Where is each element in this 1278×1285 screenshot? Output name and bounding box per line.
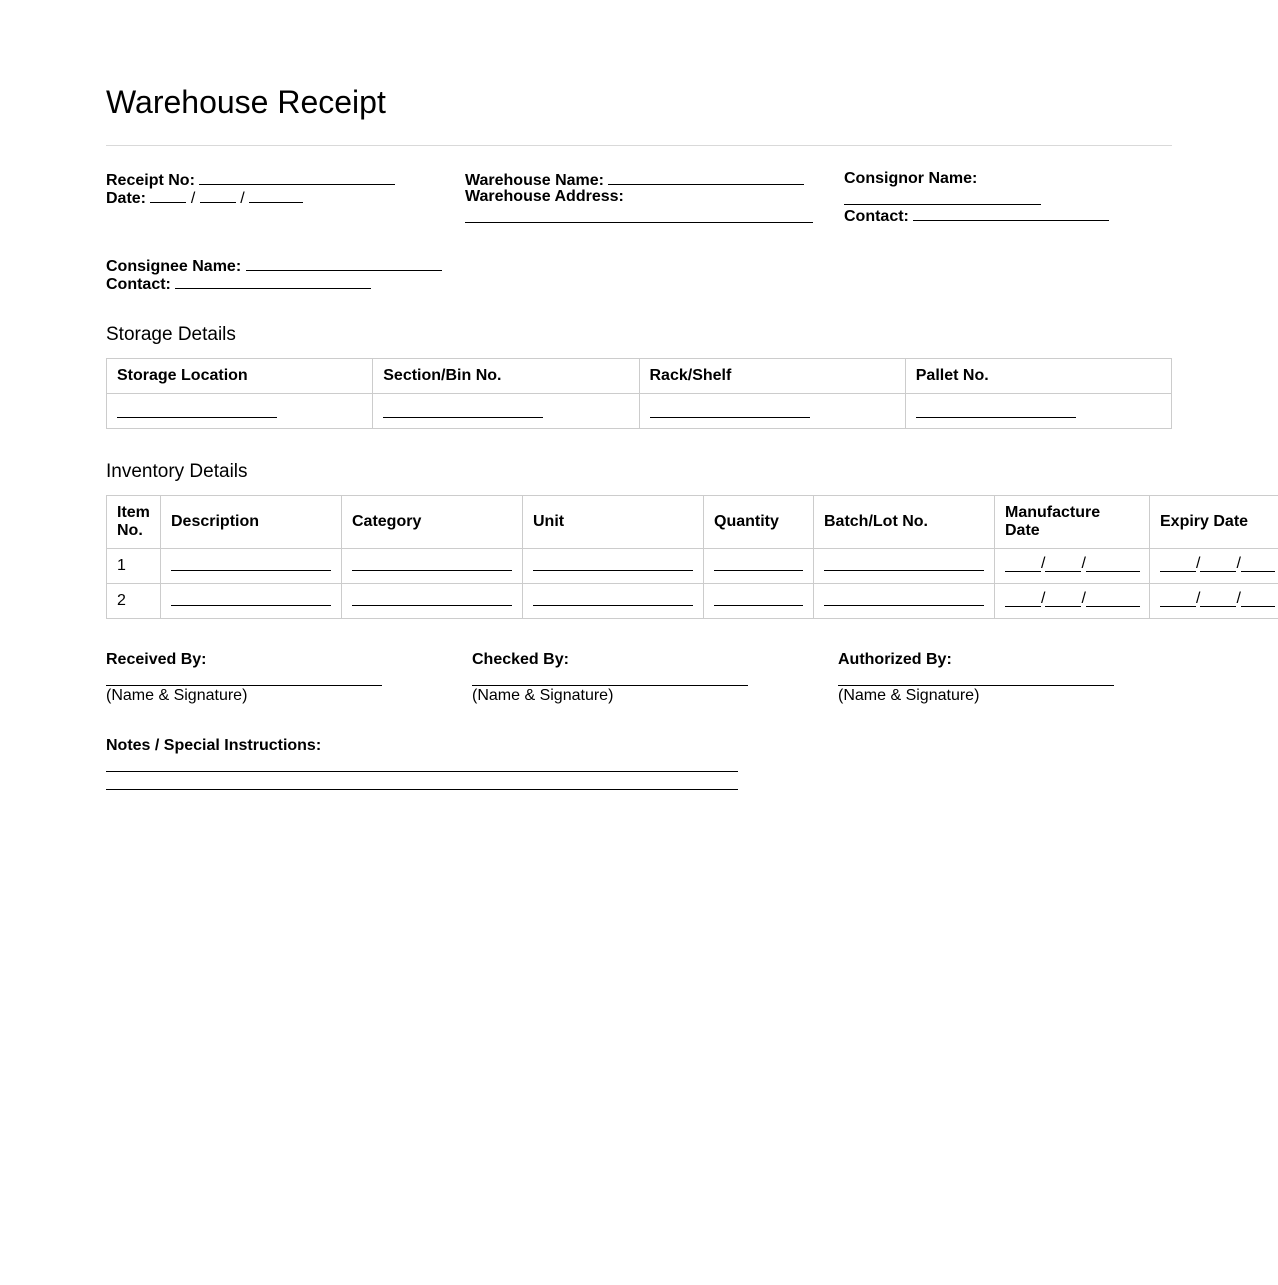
quantity-input[interactable] — [714, 570, 803, 571]
checked-by-label: Checked By: — [472, 651, 569, 668]
manufacture-date-cell — [995, 549, 1150, 584]
date-field — [106, 188, 303, 208]
storage-location-input[interactable] — [117, 417, 277, 418]
storage-details-table — [106, 358, 1172, 429]
consignor-contact-field — [844, 206, 1109, 226]
consignee-contact-field — [106, 274, 371, 294]
category-input[interactable] — [352, 570, 512, 571]
unit-header: Unit — [523, 496, 704, 549]
storage-location-cell — [107, 394, 373, 429]
quantity-cell — [704, 584, 814, 619]
date-segment[interactable] — [1160, 592, 1196, 607]
inventory-details-table — [106, 495, 1278, 619]
date-segment[interactable] — [1086, 592, 1140, 607]
item-no-cell: 1 — [107, 549, 161, 584]
consignee-contact-input[interactable] — [175, 274, 371, 289]
section-bin-header: Section/Bin No. — [373, 359, 639, 394]
consignor-name-label: Consignor Name: — [844, 170, 978, 187]
unit-input[interactable] — [533, 570, 693, 571]
date-separator: / — [1236, 589, 1241, 607]
pallet-no-cell — [905, 394, 1171, 429]
date-separator: / — [1196, 554, 1201, 572]
date-segment[interactable] — [1160, 557, 1196, 572]
authorized-by-label: Authorized By: — [838, 651, 952, 668]
batch-lot-input[interactable] — [824, 605, 984, 606]
storage-input-row — [107, 394, 1172, 429]
batch-lot-input[interactable] — [824, 570, 984, 571]
title-divider — [106, 145, 1172, 146]
date-year-input[interactable] — [249, 188, 303, 203]
consignor-name-field — [844, 170, 977, 188]
date-separator: / — [240, 190, 245, 207]
notes-label: Notes / Special Instructions: — [106, 737, 322, 754]
description-header: Description — [161, 496, 342, 549]
date-separator: / — [1236, 554, 1241, 572]
inventory-header-row — [107, 496, 1278, 549]
section-bin-input[interactable] — [383, 417, 543, 418]
checked-by-note: (Name & Signature) — [472, 687, 614, 704]
notes-line-1[interactable] — [106, 771, 738, 772]
date-segment[interactable] — [1241, 557, 1275, 572]
manufacture-date-input[interactable] — [1005, 591, 1140, 607]
checked-by-signature-line[interactable] — [472, 685, 748, 686]
category-header: Category — [342, 496, 523, 549]
authorized-by-signature-line[interactable] — [838, 685, 1114, 686]
date-segment[interactable] — [1045, 592, 1081, 607]
consignee-name-input[interactable] — [246, 256, 442, 271]
table-row — [107, 549, 1278, 584]
receipt-no-field — [106, 170, 395, 190]
storage-details-title: Storage Details — [106, 324, 236, 345]
date-separator: / — [190, 190, 196, 207]
expiry-date-header: Expiry Date — [1150, 496, 1278, 549]
category-input[interactable] — [352, 605, 512, 606]
unit-cell — [523, 584, 704, 619]
warehouse-address-field — [465, 188, 624, 206]
description-cell — [161, 549, 342, 584]
category-cell — [342, 584, 523, 619]
consignor-contact-input[interactable] — [913, 206, 1109, 221]
quantity-input[interactable] — [714, 605, 803, 606]
warehouse-address-label: Warehouse Address: — [465, 188, 624, 205]
date-segment[interactable] — [1200, 592, 1236, 607]
date-label: Date: — [106, 190, 147, 207]
date-separator: / — [1081, 554, 1086, 572]
manufacture-date-header: Manufacture Date — [995, 496, 1150, 549]
description-input[interactable] — [171, 605, 331, 606]
warehouse-address-input[interactable] — [465, 222, 813, 223]
date-segment[interactable] — [1005, 592, 1041, 607]
receipt-no-label: Receipt No: — [106, 172, 195, 189]
date-separator: / — [1041, 589, 1046, 607]
expiry-date-input[interactable] — [1160, 591, 1275, 607]
date-month-input[interactable] — [200, 188, 236, 203]
pallet-no-input[interactable] — [916, 417, 1076, 418]
storage-location-header: Storage Location — [107, 359, 373, 394]
warehouse-name-input[interactable] — [608, 170, 804, 185]
storage-header-row — [107, 359, 1172, 394]
received-by-note: (Name & Signature) — [106, 687, 248, 704]
warehouse-name-field — [465, 170, 804, 190]
date-segment[interactable] — [1005, 557, 1041, 572]
description-cell — [161, 584, 342, 619]
consignee-contact-label: Contact: — [106, 276, 171, 293]
date-separator: / — [1041, 554, 1046, 572]
item-no-header: Item No. — [107, 496, 161, 549]
date-day-input[interactable] — [150, 188, 186, 203]
manufacture-date-cell — [995, 584, 1150, 619]
date-separator: / — [1081, 589, 1086, 607]
receipt-no-input[interactable] — [199, 170, 395, 185]
warehouse-name-label: Warehouse Name: — [465, 172, 604, 189]
date-segment[interactable] — [1200, 557, 1236, 572]
consignor-contact-label: Contact: — [844, 208, 909, 225]
rack-shelf-input[interactable] — [650, 417, 810, 418]
consignee-name-field — [106, 256, 442, 276]
date-separator: / — [1196, 589, 1201, 607]
authorized-by-note: (Name & Signature) — [838, 687, 980, 704]
description-input[interactable] — [171, 570, 331, 571]
date-segment[interactable] — [1086, 557, 1140, 572]
unit-input[interactable] — [533, 605, 693, 606]
received-by-label: Received By: — [106, 651, 207, 668]
date-segment[interactable] — [1241, 592, 1275, 607]
rack-shelf-header: Rack/Shelf — [639, 359, 905, 394]
manufacture-date-input[interactable] — [1005, 556, 1140, 572]
batch-lot-header: Batch/Lot No. — [814, 496, 995, 549]
unit-cell — [523, 549, 704, 584]
date-segment[interactable] — [1045, 557, 1081, 572]
received-by-signature-line[interactable] — [106, 685, 382, 686]
category-cell — [342, 549, 523, 584]
quantity-header: Quantity — [704, 496, 814, 549]
inventory-details-title: Inventory Details — [106, 461, 248, 482]
expiry-date-cell — [1150, 549, 1278, 584]
rack-shelf-cell — [639, 394, 905, 429]
notes-line-2[interactable] — [106, 789, 738, 790]
expiry-date-input[interactable] — [1160, 556, 1275, 572]
consignor-name-input[interactable] — [844, 204, 1041, 205]
page-title: Warehouse Receipt — [106, 84, 386, 120]
batch-lot-cell — [814, 584, 995, 619]
consignee-name-label: Consignee Name: — [106, 258, 242, 275]
quantity-cell — [704, 549, 814, 584]
section-bin-cell — [373, 394, 639, 429]
table-row — [107, 584, 1278, 619]
expiry-date-cell — [1150, 584, 1278, 619]
batch-lot-cell — [814, 549, 995, 584]
item-no-cell: 2 — [107, 584, 161, 619]
pallet-no-header: Pallet No. — [905, 359, 1171, 394]
